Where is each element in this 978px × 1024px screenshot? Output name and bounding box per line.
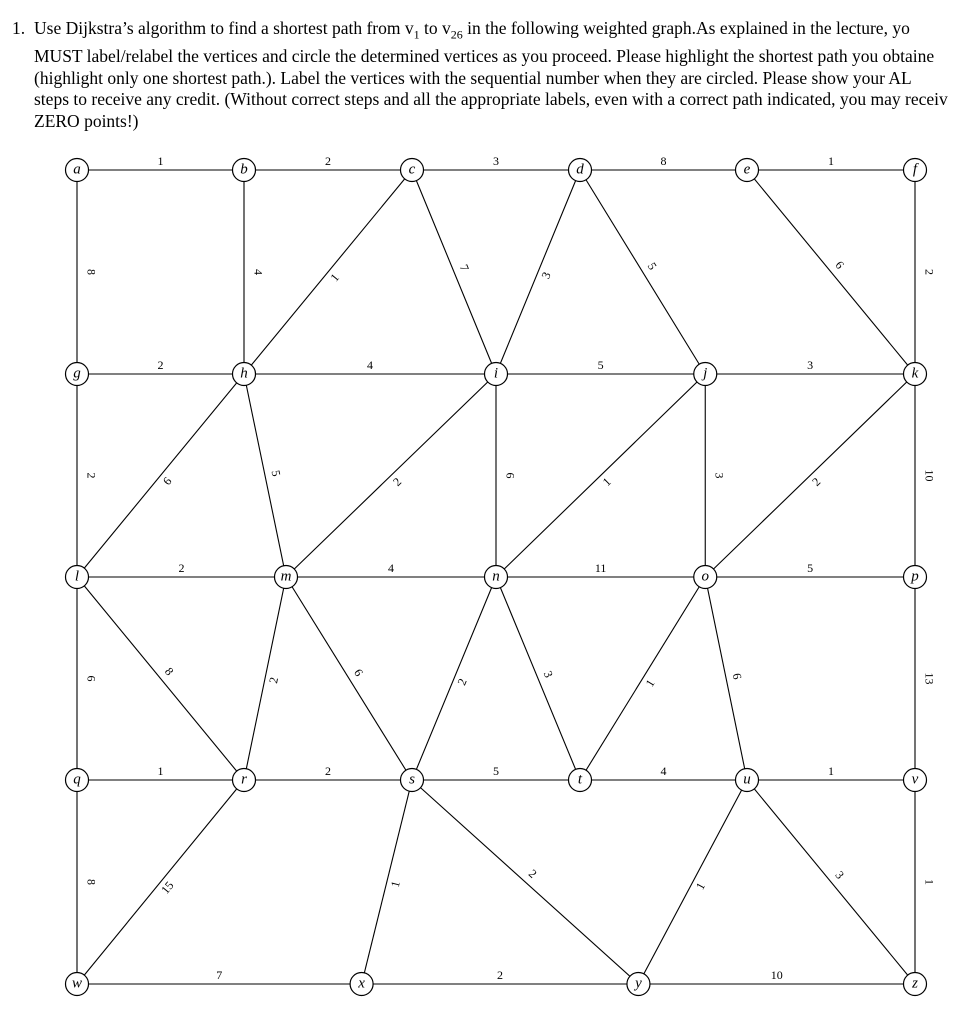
vertex-label-q: q [73, 771, 81, 788]
vertex-label-r: r [241, 771, 247, 788]
graph-edge-weights [84, 154, 936, 982]
vertex-j [694, 363, 717, 386]
weight-d-e: 8 [660, 153, 667, 168]
vertex-label-p: p [911, 568, 919, 585]
edge-c-i [412, 170, 496, 374]
edge-c-h [244, 170, 412, 374]
edge-l-r [77, 577, 244, 780]
vertex-label-c: c [408, 161, 416, 178]
vertex-label-n: n [492, 568, 500, 585]
weight-s-t: 5 [493, 763, 499, 778]
vertex-label-f: f [912, 161, 918, 178]
source-subscript: 1 [413, 27, 420, 42]
vertex-p [904, 566, 927, 589]
vertex-s [401, 769, 424, 792]
weight-s-y: 2 [525, 866, 540, 881]
vertex-label-d: d [576, 161, 584, 178]
weight-o-t: 1 [642, 676, 658, 690]
vertex-label-i: i [493, 365, 499, 382]
weight-e-k: 6 [832, 258, 847, 272]
vertex-label-g: g [73, 365, 81, 382]
weight-d-j: 5 [644, 259, 660, 273]
weight-u-v: 1 [828, 763, 834, 778]
weight-q-r: 1 [157, 763, 164, 778]
vertex-m [275, 566, 298, 589]
weight-n-t: 3 [540, 668, 557, 680]
vertex-d [569, 159, 592, 182]
vertex-g [66, 363, 89, 386]
vertex-i [485, 363, 508, 386]
weight-s-x: 1 [387, 879, 403, 889]
vertex-c [401, 159, 424, 182]
weight-w-x: 7 [216, 967, 223, 982]
vertex-label-a: a [73, 161, 81, 178]
weight-i-j: 5 [597, 357, 604, 372]
edge-s-y [412, 780, 638, 984]
vertex-r [233, 769, 256, 792]
edge-d-i [496, 170, 580, 374]
weight-x-y: 2 [497, 967, 504, 982]
weight-n-s: 2 [454, 676, 470, 688]
weight-u-z: 3 [832, 868, 847, 882]
edge-k-o [705, 374, 915, 577]
vertex-u [736, 769, 759, 792]
vertex-label-y: y [635, 975, 642, 992]
question-line-4: steps to receive any credit. (Without correct steps and all the appropriate labels, even with a correct path indicated, you may receiv [34, 89, 948, 109]
weight-y-z: 10 [770, 967, 783, 982]
edge-d-j [580, 170, 705, 374]
vertex-q [66, 769, 89, 792]
vertex-label-w: w [71, 975, 83, 992]
weight-n-o: 11 [594, 560, 607, 575]
weight-u-y: 1 [692, 880, 709, 893]
vertex-b [233, 159, 256, 182]
vertex-label-k: k [911, 365, 919, 382]
vertex-l [66, 566, 89, 589]
weight-t-u: 4 [660, 763, 667, 778]
vertex-label-l: l [74, 568, 80, 585]
weight-i-m: 2 [390, 474, 405, 489]
vertex-o [694, 566, 717, 589]
edge-e-k [747, 170, 915, 374]
vertex-y [627, 973, 650, 996]
question-line-3: (highlight only one shortest path.). Label the vertices with the sequential number when they are circled. Please show your AL [34, 67, 912, 88]
weight-m-s: 6 [351, 666, 367, 679]
weight-r-s: 2 [325, 763, 331, 778]
vertex-label-j: j [703, 365, 708, 382]
edge-n-t [496, 577, 580, 780]
vertex-n [485, 566, 508, 589]
edge-i-m [286, 374, 496, 577]
weight-l-m: 2 [178, 560, 185, 575]
vertex-t [569, 769, 592, 792]
weight-l-r: 8 [161, 664, 177, 679]
weight-g-h: 2 [157, 357, 164, 372]
vertex-label-u: u [743, 771, 751, 788]
edge-r-w [77, 780, 244, 984]
question-line-2: MUST label/relabel the vertices and circle the determined vertices as you proceed. Please highlight the shortest path you obtaine [34, 46, 935, 66]
weight-q-w: 8 [84, 879, 99, 885]
vertex-label-x: x [358, 975, 365, 992]
weight-j-k: 3 [807, 357, 814, 372]
vertex-label-h: h [240, 365, 248, 382]
vertex-f [904, 159, 927, 182]
question-line-1-text: Use Dijkstra’s algorithm to find a shortest path from v [34, 18, 414, 38]
weight-l-q: 6 [84, 675, 99, 682]
vertex-label-z: z [912, 975, 918, 992]
vertex-v [904, 769, 927, 792]
edge-s-x [362, 780, 412, 984]
edge-n-s [412, 577, 496, 780]
weight-r-w: 15 [158, 878, 177, 897]
question-line-5: ZERO points!) [34, 110, 139, 131]
vertex-z [904, 973, 927, 996]
weight-j-n: 1 [599, 474, 614, 489]
weight-c-d: 3 [493, 153, 499, 168]
vertex-label-t: t [577, 771, 583, 788]
weight-o-u: 6 [729, 671, 745, 681]
weight-i-n: 6 [503, 472, 518, 479]
weight-h-l: 6 [159, 474, 175, 488]
edge-j-n [496, 374, 705, 577]
vertex-h [233, 363, 256, 386]
weight-m-r: 2 [266, 675, 282, 685]
edge-u-z [747, 780, 915, 984]
weight-v-z: 1 [922, 879, 937, 885]
vertex-a [66, 159, 89, 182]
question-line-1-tail: in the following weighted graph.As explained in the lecture, yo [462, 18, 910, 38]
weight-g-l: 2 [84, 472, 99, 479]
edge-h-l [77, 374, 244, 577]
weight-k-o: 2 [809, 474, 824, 489]
vertex-k [904, 363, 927, 386]
question-mid-text: to v [419, 18, 451, 38]
weight-p-v: 13 [922, 672, 937, 685]
weight-b-h: 4 [251, 269, 266, 275]
vertex-label-s: s [409, 771, 415, 788]
weight-h-i: 4 [367, 357, 373, 372]
weight-o-p: 5 [807, 560, 814, 575]
vertex-x [350, 973, 373, 996]
vertex-label-b: b [240, 161, 248, 178]
vertex-label-o: o [701, 568, 709, 585]
weight-c-i: 7 [456, 262, 473, 274]
weight-m-n: 4 [388, 560, 394, 575]
vertex-label-e: e [743, 161, 751, 178]
target-subscript: 26 [450, 27, 463, 42]
weight-b-c: 2 [325, 153, 331, 168]
vertex-label-v: v [911, 771, 919, 788]
edge-o-t [580, 577, 705, 780]
vertex-label-m: m [280, 568, 292, 585]
weight-c-h: 1 [327, 270, 343, 285]
edge-u-y [638, 780, 747, 984]
weight-f-k: 2 [922, 269, 937, 275]
weight-h-m: 5 [268, 468, 284, 478]
weight-a-g: 8 [84, 269, 99, 275]
edge-m-s [286, 577, 412, 780]
weight-e-f: 1 [828, 153, 834, 168]
weight-d-i: 3 [538, 269, 554, 281]
vertex-e [736, 159, 759, 182]
weight-k-p: 10 [922, 469, 937, 482]
question-number: 1. [12, 18, 26, 38]
vertex-w [66, 973, 89, 996]
weight-j-o: 3 [712, 472, 727, 479]
weight-a-b: 1 [157, 153, 164, 168]
